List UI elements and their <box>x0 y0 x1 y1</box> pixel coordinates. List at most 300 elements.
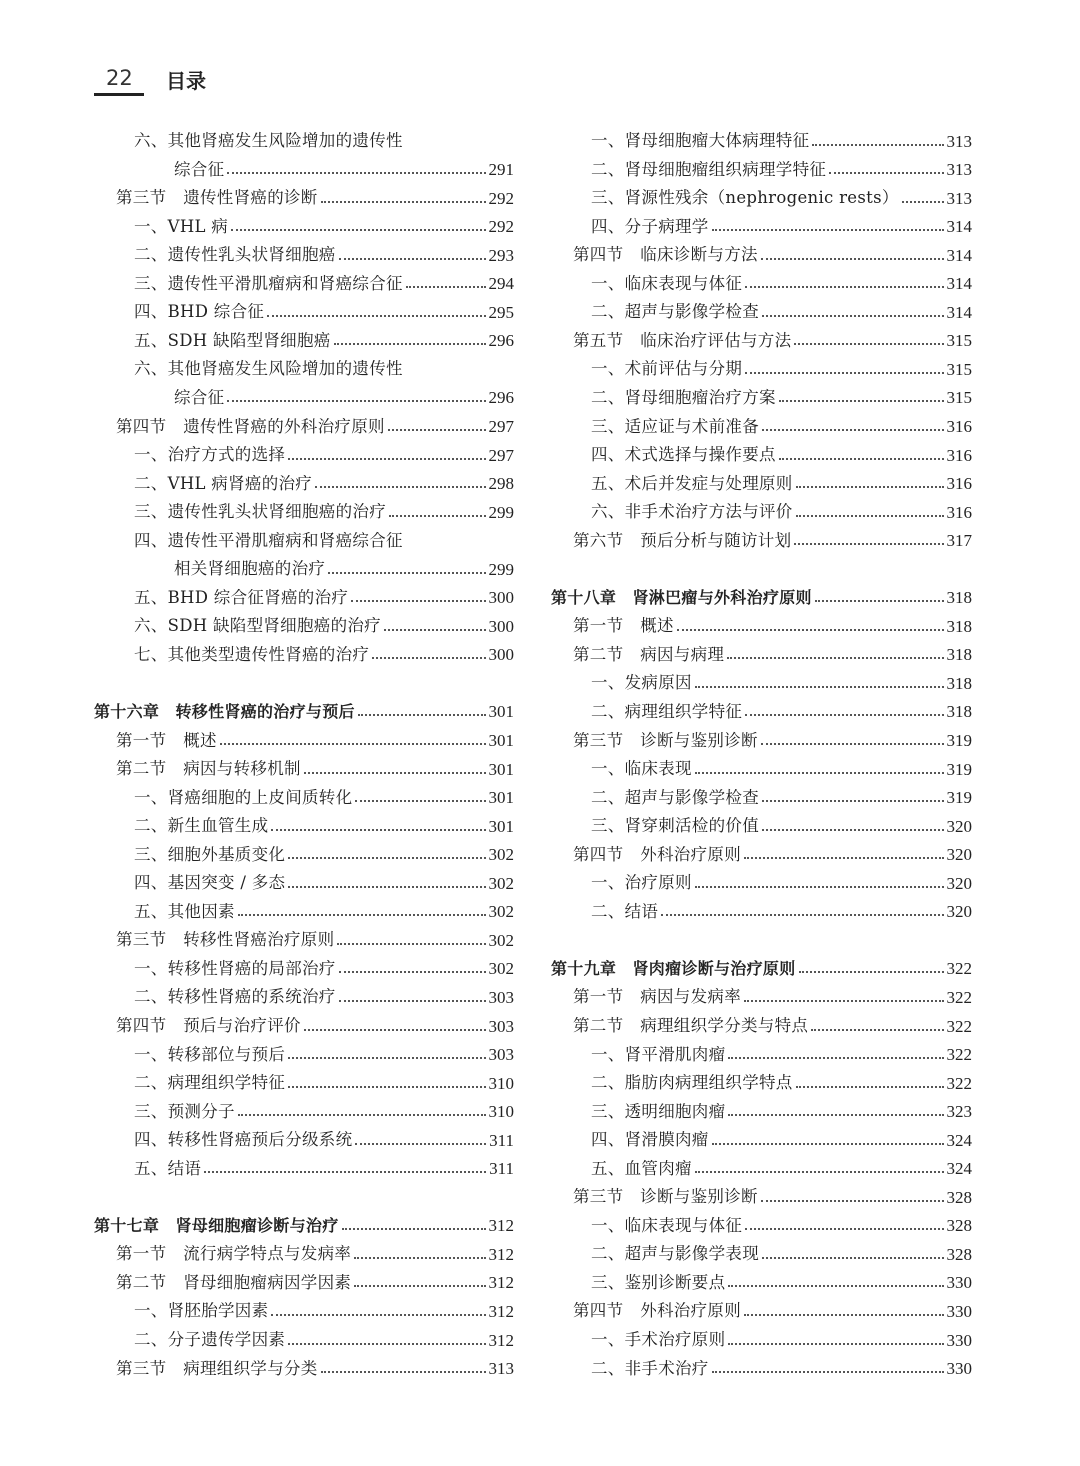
dot-leader <box>779 458 944 460</box>
toc-entry-page: 301 <box>488 702 514 722</box>
toc-entry-page: 319 <box>946 731 972 751</box>
toc-entry-page: 316 <box>946 502 972 522</box>
toc-item-entry[interactable] <box>94 267 514 296</box>
toc-entry-page: 297 <box>488 445 514 465</box>
toc-entry-title: 一、治疗原则 <box>591 873 692 893</box>
toc-entry-page: 328 <box>946 1187 972 1207</box>
toc-entry-page: 320 <box>946 873 972 893</box>
toc-entry-page: 297 <box>488 417 514 437</box>
toc-entry-title: 第十六章 转移性肾癌的治疗与预后 <box>94 702 355 722</box>
toc-item-entry[interactable] <box>551 1266 972 1295</box>
toc-entry-title: 第三节 诊断与鉴别诊断 <box>573 730 758 750</box>
toc-section-entry[interactable] <box>94 409 514 438</box>
toc-entry-title: 第十八章 肾淋巴瘤与外科治疗原则 <box>551 588 812 608</box>
toc-entry-page: 322 <box>946 959 972 979</box>
toc-item-entry[interactable] <box>94 438 514 467</box>
toc-item-entry[interactable] <box>551 438 972 467</box>
toc-entry-page: 299 <box>488 559 514 579</box>
toc-section-entry[interactable] <box>551 1009 972 1038</box>
toc-entry-title: 第二节 肾母细胞瘤病因学因素 <box>116 1272 352 1292</box>
toc-item-entry[interactable] <box>94 1123 514 1152</box>
toc-spacer <box>551 552 972 581</box>
dot-leader <box>761 258 944 260</box>
dot-leader <box>288 458 485 460</box>
toc-entry-page: 310 <box>488 1073 514 1093</box>
toc-entry-page: 320 <box>946 902 972 922</box>
dot-leader <box>337 943 485 945</box>
dot-leader <box>745 714 943 716</box>
toc-entry-title: 第三节 病理组织学与分类 <box>116 1358 318 1378</box>
toc-entry-title: 第四节 临床诊断与方法 <box>573 245 758 265</box>
dot-leader <box>728 1114 943 1116</box>
toc-section-entry[interactable] <box>551 723 972 752</box>
toc-item-entry[interactable] <box>551 781 972 810</box>
dot-leader <box>288 886 485 888</box>
toc-entry-page: 324 <box>946 1130 972 1150</box>
dot-leader <box>762 800 944 802</box>
toc-entry-page: 302 <box>488 930 514 950</box>
toc-entry-title: 五、其他因素 <box>134 901 235 921</box>
toc-entry-title: 五、术后并发症与处理原则 <box>591 473 793 493</box>
toc-entry-title: 一、发病原因 <box>591 673 692 693</box>
dot-leader <box>815 600 944 602</box>
dot-leader <box>321 201 486 203</box>
toc-entry-title: 五、SDH 缺陷型肾细胞癌 <box>134 330 331 350</box>
toc-chapter-entry[interactable] <box>94 695 514 724</box>
toc-right-column <box>551 124 972 1380</box>
toc-section-entry[interactable] <box>94 181 514 210</box>
toc-item-entry[interactable] <box>551 210 972 239</box>
toc-item-entry[interactable] <box>94 895 514 924</box>
toc-entry-title: 三、肾穿刺活检的价值 <box>591 816 759 836</box>
toc-entry-page: 323 <box>946 1102 972 1122</box>
dot-leader <box>304 772 486 774</box>
header-rule <box>94 93 144 96</box>
toc-item-entry[interactable] <box>94 210 514 239</box>
toc-entry-page: 312 <box>488 1301 514 1321</box>
toc-section-entry[interactable] <box>551 838 972 867</box>
toc-item-entry[interactable] <box>94 638 514 667</box>
toc-entry-title: 二、脂肪肉病理组织学特点 <box>591 1073 793 1093</box>
toc-entry-page: 301 <box>488 816 514 836</box>
toc-entry-title: 第二节 病因与病理 <box>573 644 725 664</box>
toc-entry-title: 二、VHL 病肾癌的治疗 <box>134 473 313 493</box>
toc-entry-title: 一、肾平滑肌肉瘤 <box>591 1044 726 1064</box>
toc-entry-title: 相关肾细胞癌的治疗 <box>174 559 326 579</box>
toc-section-entry[interactable] <box>551 638 972 667</box>
toc-entry-page: 330 <box>946 1330 972 1350</box>
toc-spacer <box>551 923 972 952</box>
toc-entry-page: 303 <box>488 1016 514 1036</box>
toc-item-entry[interactable] <box>94 352 514 381</box>
toc-item-entry[interactable] <box>551 695 972 724</box>
toc-entry-title: 二、超声与影像学检查 <box>591 787 759 807</box>
toc-entry-page: 300 <box>488 588 514 608</box>
toc-entry-title: 一、VHL 病 <box>134 216 229 236</box>
toc-item-entry[interactable] <box>94 1152 514 1181</box>
toc-entry-page: 322 <box>946 1016 972 1036</box>
toc-item-entry[interactable] <box>551 1095 972 1124</box>
toc-entry-title: 第四节 遗传性肾癌的外科治疗原则 <box>116 416 385 436</box>
toc-section-entry[interactable] <box>551 324 972 353</box>
toc-entry-page: 330 <box>946 1359 972 1379</box>
toc-entry-page: 322 <box>946 1073 972 1093</box>
toc-entry-page: 302 <box>488 845 514 865</box>
toc-entry-title: 三、遗传性平滑肌瘤病和肾癌综合征 <box>134 273 403 293</box>
toc-item-entry[interactable] <box>94 1095 514 1124</box>
toc-entry-title: 一、转移部位与预后 <box>134 1044 286 1064</box>
toc-entry-title: 四、分子病理学 <box>591 216 709 236</box>
dot-leader <box>811 1029 943 1031</box>
toc-entry-title: 四、术式选择与操作要点 <box>591 445 776 465</box>
toc-entry-title: 综合征 <box>174 387 225 407</box>
toc-entry-title: 四、肾滑膜肉瘤 <box>591 1130 709 1150</box>
dot-leader <box>794 543 943 545</box>
dot-leader <box>231 229 485 231</box>
page-number: 22 <box>106 66 133 90</box>
dot-leader <box>406 286 486 288</box>
toc-entry-title: 第五节 临床治疗评估与方法 <box>573 330 792 350</box>
toc-entry-title: 四、遗传性平滑肌瘤病和肾癌综合征 <box>134 530 403 550</box>
toc-entry-title: 第四节 预后与治疗评价 <box>116 1016 301 1035</box>
dot-leader <box>762 429 944 431</box>
toc-item-entry[interactable] <box>94 866 514 895</box>
dot-leader <box>388 429 486 431</box>
toc-left-column <box>94 124 514 1380</box>
toc-entry-page: 316 <box>946 417 972 437</box>
dot-leader <box>728 1057 943 1059</box>
toc-entry-title: 第十七章 肾母细胞瘤诊断与治疗 <box>94 1216 339 1236</box>
toc-entry-title: 六、其他肾癌发生风险增加的遗传性 <box>134 131 403 151</box>
toc-section-entry[interactable] <box>94 752 514 781</box>
dot-leader <box>762 315 944 317</box>
toc-entry-title: 第十九章 肾肉瘤诊断与治疗原则 <box>551 959 796 979</box>
toc-entry-title: 第一节 概述 <box>116 730 217 750</box>
dot-leader <box>779 400 944 402</box>
dot-leader <box>342 1228 486 1230</box>
toc-entry-title: 七、其他类型遗传性肾癌的治疗 <box>134 644 370 664</box>
toc-entry-page: 301 <box>488 788 514 808</box>
dot-leader <box>384 629 486 631</box>
toc-item-entry[interactable] <box>94 809 514 838</box>
toc-item-entry[interactable] <box>551 1352 972 1381</box>
dot-leader <box>829 172 943 174</box>
toc-item-entry[interactable] <box>551 1123 972 1152</box>
toc-spacer <box>94 1180 514 1209</box>
toc-item-entry[interactable] <box>551 1323 972 1352</box>
toc-entry-title: 二、结语 <box>591 901 659 921</box>
page-title: 目录 <box>166 69 206 93</box>
toc-item-entry[interactable] <box>94 1066 514 1095</box>
dot-leader <box>358 714 486 716</box>
toc-item-entry[interactable] <box>94 1323 514 1352</box>
toc-item-entry[interactable] <box>94 1294 514 1323</box>
toc-item-entry[interactable] <box>551 1152 972 1181</box>
toc-entry-page: 318 <box>946 588 972 608</box>
toc-entry-page: 318 <box>946 616 972 636</box>
toc-entry-page: 296 <box>488 331 514 351</box>
toc-section-entry[interactable] <box>94 1237 514 1266</box>
dot-leader <box>695 886 944 888</box>
toc-item-entry[interactable] <box>94 295 514 324</box>
toc-entry-title: 一、术前评估与分期 <box>591 359 743 379</box>
toc-entry-page: 317 <box>946 531 972 551</box>
toc-entry-title: 三、适应证与术前准备 <box>591 416 759 436</box>
toc-entry-title: 一、转移性肾癌的局部治疗 <box>134 958 336 978</box>
toc-cont-entry[interactable] <box>94 552 514 581</box>
dot-leader <box>695 772 944 774</box>
toc-item-entry[interactable] <box>94 124 514 153</box>
toc-entry-title: 第一节 概述 <box>573 616 674 636</box>
toc-entry-title: 六、非手术治疗方法与评价 <box>591 502 793 522</box>
dot-leader <box>271 1314 485 1316</box>
toc-entry-title: 四、转移性肾癌预后分级系统 <box>134 1130 353 1150</box>
dot-leader <box>288 1343 485 1345</box>
toc-entry-title: 一、肾母细胞瘤大体病理特征 <box>591 131 810 151</box>
toc-item-entry[interactable] <box>94 524 514 553</box>
dot-leader <box>712 229 944 231</box>
toc-entry-title: 第二节 病理组织学分类与特点 <box>573 1016 809 1035</box>
dot-leader <box>204 1171 486 1173</box>
toc-entry-title: 第三节 遗传性肾癌的诊断 <box>116 188 318 208</box>
dot-leader <box>355 800 485 802</box>
toc-entry-page: 300 <box>488 645 514 665</box>
dot-leader <box>762 1257 944 1259</box>
toc-item-entry[interactable] <box>551 1237 972 1266</box>
toc-entry-title: 二、新生血管生成 <box>134 816 269 836</box>
toc-entry-page: 318 <box>946 702 972 722</box>
toc-entry-title: 第三节 转移性肾癌治疗原则 <box>116 930 335 950</box>
dot-leader <box>389 515 486 517</box>
toc-item-entry[interactable] <box>94 1038 514 1067</box>
toc-item-entry[interactable] <box>94 324 514 353</box>
dot-leader <box>354 1285 485 1287</box>
toc-section-entry[interactable] <box>551 524 972 553</box>
toc-section-entry[interactable] <box>94 1266 514 1295</box>
toc-section-entry[interactable] <box>94 723 514 752</box>
toc-entry-page: 301 <box>488 759 514 779</box>
dot-leader <box>238 914 486 916</box>
toc-item-entry[interactable] <box>551 409 972 438</box>
toc-item-entry[interactable] <box>551 1066 972 1095</box>
toc-item-entry[interactable] <box>551 1038 972 1067</box>
toc-entry-page: 328 <box>946 1216 972 1236</box>
toc-entry-title: 一、肾癌细胞的上皮间质转化 <box>134 787 353 807</box>
dot-leader <box>372 657 485 659</box>
toc-item-entry[interactable] <box>551 895 972 924</box>
toc-entry-title: 二、转移性肾癌的系统治疗 <box>134 987 336 1007</box>
dot-leader <box>761 743 944 745</box>
dot-leader <box>354 1257 485 1259</box>
toc-entry-title: 一、临床表现与体征 <box>591 1215 743 1235</box>
dot-leader <box>677 629 944 631</box>
toc-item-entry[interactable] <box>551 752 972 781</box>
toc-cont-entry[interactable] <box>94 381 514 410</box>
dot-leader <box>220 743 486 745</box>
toc-entry-title: 四、基因突变 / 多态 <box>134 873 286 893</box>
toc-entry-page: 292 <box>488 188 514 208</box>
toc-entry-page: 322 <box>946 987 972 1007</box>
toc-item-entry[interactable] <box>551 181 972 210</box>
toc-item-entry[interactable] <box>94 838 514 867</box>
toc-entry-page: 314 <box>946 274 972 294</box>
dot-leader <box>321 1371 486 1373</box>
toc-entry-title: 三、细胞外基质变化 <box>134 844 286 864</box>
toc-item-entry[interactable] <box>551 666 972 695</box>
toc-item-entry[interactable] <box>551 124 972 153</box>
toc-item-entry[interactable] <box>551 295 972 324</box>
dot-leader <box>812 144 943 146</box>
toc-entry-page: 295 <box>488 302 514 322</box>
dot-leader <box>799 971 944 973</box>
toc-item-entry[interactable] <box>551 495 972 524</box>
toc-entry-page: 301 <box>488 731 514 751</box>
toc-entry-page: 313 <box>946 160 972 180</box>
toc-entry-page: 299 <box>488 502 514 522</box>
toc-entry-title: 第六节 预后分析与随访计划 <box>573 530 792 550</box>
toc-entry-page: 311 <box>489 1159 514 1179</box>
toc-item-entry[interactable] <box>94 980 514 1009</box>
toc-entry-page: 315 <box>946 359 972 379</box>
dot-leader <box>695 686 944 688</box>
toc-section-entry[interactable] <box>94 923 514 952</box>
toc-item-entry[interactable] <box>94 781 514 810</box>
dot-leader <box>227 400 485 402</box>
dot-leader <box>744 1314 944 1316</box>
toc-item-entry[interactable] <box>94 609 514 638</box>
toc-entry-title: 二、分子遗传学因素 <box>134 1330 286 1350</box>
toc-entry-title: 第三节 诊断与鉴别诊断 <box>573 1187 758 1207</box>
toc-item-entry[interactable] <box>551 467 972 496</box>
toc-section-entry[interactable] <box>551 1294 972 1323</box>
dot-leader <box>745 286 943 288</box>
toc-item-entry[interactable] <box>551 267 972 296</box>
toc-entry-title: 第一节 病因与发病率 <box>573 987 741 1007</box>
toc-entry-title: 第一节 流行病学特点与发病率 <box>116 1244 352 1264</box>
toc-entry-page: 315 <box>946 388 972 408</box>
toc-entry-page: 313 <box>946 188 972 208</box>
dot-leader <box>744 857 944 859</box>
toc-item-entry[interactable] <box>551 352 972 381</box>
toc-section-entry[interactable] <box>94 1352 514 1381</box>
toc-entry-title: 二、病理组织学特征 <box>591 701 743 721</box>
toc-section-entry[interactable] <box>551 980 972 1009</box>
toc-chapter-entry[interactable] <box>94 1209 514 1238</box>
toc-item-entry[interactable] <box>551 866 972 895</box>
dot-leader <box>351 600 485 602</box>
dot-leader <box>728 1285 943 1287</box>
toc-entry-page: 313 <box>946 131 972 151</box>
toc-entry-page: 302 <box>488 902 514 922</box>
toc-chapter-entry[interactable] <box>551 952 972 981</box>
toc-entry-page: 312 <box>488 1330 514 1350</box>
toc-entry-title: 三、预测分子 <box>134 1101 235 1121</box>
toc-entry-page: 320 <box>946 845 972 865</box>
dot-leader <box>794 343 943 345</box>
toc-section-entry[interactable] <box>551 609 972 638</box>
dot-leader <box>745 372 943 374</box>
toc-item-entry[interactable] <box>551 153 972 182</box>
dot-leader <box>796 486 944 488</box>
toc-entry-page: 291 <box>488 160 514 180</box>
toc-item-entry[interactable] <box>551 1209 972 1238</box>
toc-item-entry[interactable] <box>94 952 514 981</box>
toc-entry-page: 310 <box>488 1102 514 1122</box>
toc-entry-page: 293 <box>488 245 514 265</box>
toc-section-entry[interactable] <box>551 238 972 267</box>
toc-entry-page: 312 <box>488 1244 514 1264</box>
dot-leader <box>745 1228 943 1230</box>
dot-leader <box>796 515 944 517</box>
dot-leader <box>712 1143 944 1145</box>
dot-leader <box>238 1114 486 1116</box>
toc-entry-title: 三、透明细胞肉瘤 <box>591 1101 726 1121</box>
dot-leader <box>288 1057 485 1059</box>
dot-leader <box>339 258 486 260</box>
toc-entry-page: 312 <box>488 1273 514 1293</box>
toc-cont-entry[interactable] <box>94 153 514 182</box>
toc-entry-page: 294 <box>488 274 514 294</box>
toc-entry-page: 302 <box>488 959 514 979</box>
toc-section-entry[interactable] <box>551 1180 972 1209</box>
toc-item-entry[interactable] <box>551 381 972 410</box>
toc-section-entry[interactable] <box>94 1009 514 1038</box>
dot-leader <box>661 914 943 916</box>
toc-entry-title: 四、BHD 综合征 <box>134 302 265 322</box>
dot-leader <box>271 829 485 831</box>
toc-chapter-entry[interactable] <box>551 581 972 610</box>
dot-leader <box>796 1086 944 1088</box>
page-header <box>94 62 494 98</box>
toc-entry-page: 314 <box>946 245 972 265</box>
toc-entry-title: 二、非手术治疗 <box>591 1358 709 1378</box>
toc-item-entry[interactable] <box>94 467 514 496</box>
dot-leader <box>227 172 485 174</box>
toc-entry-page: 316 <box>946 474 972 494</box>
dot-leader <box>288 1086 485 1088</box>
toc-entry-page: 312 <box>488 1216 514 1236</box>
toc-item-entry[interactable] <box>551 809 972 838</box>
toc-entry-title: 五、结语 <box>134 1158 202 1178</box>
toc-entry-title: 五、血管肉瘤 <box>591 1158 692 1178</box>
toc-item-entry[interactable] <box>94 495 514 524</box>
toc-entry-title: 三、肾源性残余（nephrogenic rests） <box>591 188 899 208</box>
toc-item-entry[interactable] <box>94 238 514 267</box>
toc-entry-page: 330 <box>946 1273 972 1293</box>
toc-entry-title: 二、超声与影像学表现 <box>591 1244 759 1264</box>
toc-entry-page: 324 <box>946 1159 972 1179</box>
dot-leader <box>728 1343 943 1345</box>
dot-leader <box>339 1000 486 1002</box>
toc-entry-page: 318 <box>946 673 972 693</box>
toc-entry-page: 296 <box>488 388 514 408</box>
toc-entry-page: 330 <box>946 1301 972 1321</box>
toc-entry-title: 二、病理组织学特征 <box>134 1073 286 1093</box>
toc-entry-title: 二、肾母细胞瘤组织病理学特征 <box>591 159 827 179</box>
toc-entry-title: 综合征 <box>174 159 225 179</box>
dot-leader <box>334 343 486 345</box>
dot-leader <box>288 857 485 859</box>
toc-entry-page: 300 <box>488 616 514 636</box>
dot-leader <box>328 572 485 574</box>
toc-entry-title: 一、手术治疗原则 <box>591 1330 726 1350</box>
dot-leader <box>744 1000 944 1002</box>
toc-item-entry[interactable] <box>94 581 514 610</box>
toc-entry-title: 二、超声与影像学检查 <box>591 302 759 322</box>
toc-entry-page: 303 <box>488 1045 514 1065</box>
toc-entry-title: 一、肾胚胎学因素 <box>134 1301 269 1321</box>
dot-leader <box>304 1029 486 1031</box>
